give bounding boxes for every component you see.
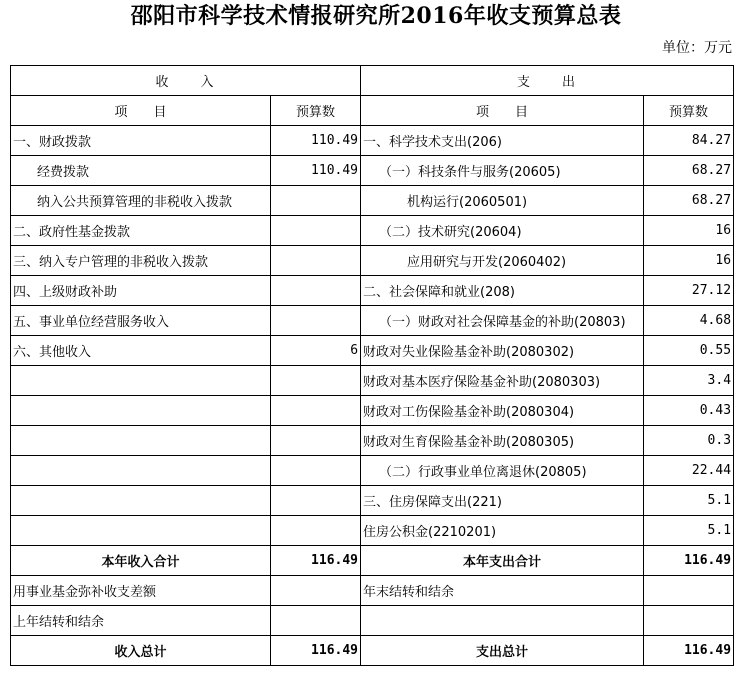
income-grand-total-value: 116.49 <box>271 636 361 666</box>
table-row <box>11 246 734 276</box>
year-total-row <box>11 546 734 576</box>
income-grand-total-label: 收入总计 <box>11 636 271 666</box>
income-value <box>271 276 361 306</box>
table-row <box>11 126 734 156</box>
income-item <box>11 366 271 396</box>
income-value <box>271 396 361 426</box>
year-expense-total-label: 本年支出合计 <box>361 546 644 576</box>
income-value <box>271 366 361 396</box>
income-value <box>271 486 361 516</box>
carry-out-label: 年末结转和结余 <box>361 576 644 606</box>
income-header: 收 入 <box>11 66 361 96</box>
expense-value: 5.1 <box>644 516 734 546</box>
carry-in-value <box>271 606 361 636</box>
expense-item: 三、住房保障支出(221) <box>361 486 644 516</box>
expense-item: 一、科学技术支出(206) <box>361 126 644 156</box>
income-item <box>11 456 271 486</box>
expense-item: 财政对工伤保险基金补助(2080304) <box>361 396 644 426</box>
table-row <box>11 306 734 336</box>
expense-item: （二）技术研究(20604) <box>361 216 644 246</box>
expense-value: 16 <box>644 246 734 276</box>
income-value <box>271 426 361 456</box>
expense-value: 0.3 <box>644 426 734 456</box>
table-row <box>11 396 734 426</box>
income-value: 110.49 <box>271 126 361 156</box>
income-item <box>11 426 271 456</box>
expense-value: 68.27 <box>644 156 734 186</box>
income-value <box>271 216 361 246</box>
expense-value: 16 <box>644 216 734 246</box>
grand-total-row <box>11 636 734 666</box>
expense-value: 5.1 <box>644 486 734 516</box>
expense-header: 支 出 <box>361 66 734 96</box>
year-expense-total-value: 116.49 <box>644 546 734 576</box>
expense-item: 应用研究与开发(2060402) <box>361 246 644 276</box>
year-income-total-label: 本年收入合计 <box>11 546 271 576</box>
income-value <box>271 456 361 486</box>
income-budget-header: 预算数 <box>271 96 361 126</box>
column-header-row <box>11 96 734 126</box>
table-row <box>11 216 734 246</box>
income-value <box>271 306 361 336</box>
expense-value: 68.27 <box>644 186 734 216</box>
expense-value: 22.44 <box>644 456 734 486</box>
page-title: 邵阳市科学技术情报研究所2016年收支预算总表 <box>130 3 622 29</box>
income-item <box>11 516 271 546</box>
expense-item: （一）财政对社会保障基金的补助(20803) <box>361 306 644 336</box>
table-row <box>11 426 734 456</box>
budget-table <box>10 65 734 666</box>
expense-item-header: 项 目 <box>361 96 644 126</box>
table-row <box>11 456 734 486</box>
carry-out-value <box>644 576 734 606</box>
income-value: 110.49 <box>271 156 361 186</box>
empty-cell <box>361 606 644 636</box>
expense-item: 财政对基本医疗保险基金补助(2080303) <box>361 366 644 396</box>
income-value: 6 <box>271 336 361 366</box>
expense-value: 27.12 <box>644 276 734 306</box>
expense-item: 财政对失业保险基金补助(2080302) <box>361 336 644 366</box>
empty-cell <box>644 606 734 636</box>
expense-value: 84.27 <box>644 126 734 156</box>
income-item: 四、上级财政补助 <box>11 276 271 306</box>
income-value <box>271 516 361 546</box>
table-row <box>11 186 734 216</box>
income-value <box>271 186 361 216</box>
carry-in-row <box>11 606 734 636</box>
income-item: 经费拨款 <box>11 156 271 186</box>
income-item: 六、其他收入 <box>11 336 271 366</box>
fund-balance-value <box>271 576 361 606</box>
expense-grand-total-value: 116.49 <box>644 636 734 666</box>
expense-value: 0.43 <box>644 396 734 426</box>
expense-item: 财政对生育保险基金补助(2080305) <box>361 426 644 456</box>
expense-value: 3.4 <box>644 366 734 396</box>
expense-value: 0.55 <box>644 336 734 366</box>
fund-balance-label: 用事业基金弥补收支差额 <box>11 576 271 606</box>
expense-value: 4.68 <box>644 306 734 336</box>
unit-label: 单位：万元 <box>662 40 732 56</box>
expense-budget-header: 预算数 <box>644 96 734 126</box>
income-item: 二、政府性基金拨款 <box>11 216 271 246</box>
table-row <box>11 156 734 186</box>
income-item: 三、纳入专户管理的非税收入拨款 <box>11 246 271 276</box>
table-row <box>11 366 734 396</box>
year-income-total-value: 116.49 <box>271 546 361 576</box>
fund-balance-row <box>11 576 734 606</box>
income-item <box>11 396 271 426</box>
table-row <box>11 276 734 306</box>
table-row <box>11 336 734 366</box>
expense-item: 二、社会保障和就业(208) <box>361 276 644 306</box>
income-item <box>11 486 271 516</box>
income-item: 纳入公共预算管理的非税收入拨款 <box>11 186 271 216</box>
expense-item: 住房公积金(2210201) <box>361 516 644 546</box>
income-item-header: 项 目 <box>11 96 271 126</box>
carry-in-label: 上年结转和结余 <box>11 606 271 636</box>
expense-item: （一）科技条件与服务(20605) <box>361 156 644 186</box>
table-row <box>11 486 734 516</box>
income-item: 一、财政拨款 <box>11 126 271 156</box>
expense-item: （二）行政事业单位离退休(20805) <box>361 456 644 486</box>
income-item: 五、事业单位经营服务收入 <box>11 306 271 336</box>
section-header-row <box>11 66 734 96</box>
income-value <box>271 246 361 276</box>
expense-item: 机构运行(2060501) <box>361 186 644 216</box>
expense-grand-total-label: 支出总计 <box>361 636 644 666</box>
table-row <box>11 516 734 546</box>
